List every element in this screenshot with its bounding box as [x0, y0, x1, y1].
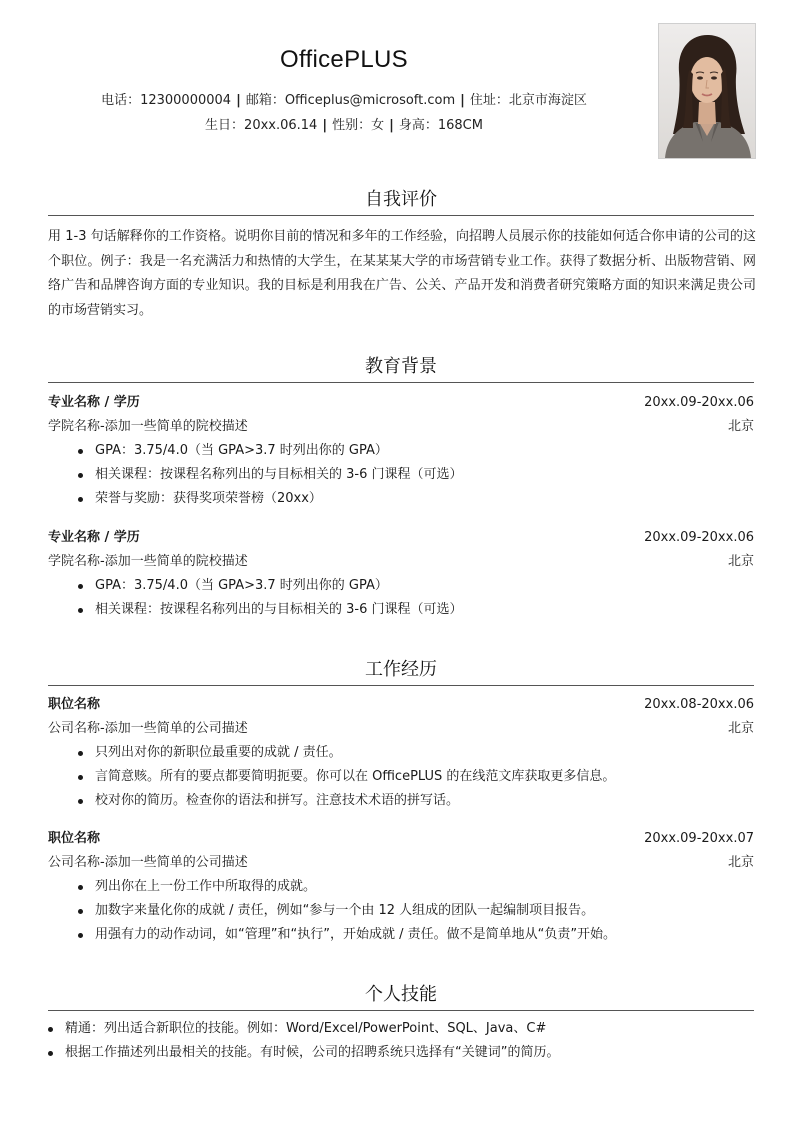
list-item: 列出你在上一份工作中所取得的成就。 — [78, 875, 754, 899]
separator: | — [322, 118, 328, 133]
gender: 性别：女 — [332, 118, 385, 133]
section-divider — [48, 215, 754, 216]
education-entry-2-school — [48, 550, 754, 574]
contact-line-1 — [0, 89, 688, 108]
work-entry-2-header — [48, 827, 754, 851]
dates: 20xx.09-20xx.06 — [644, 395, 754, 410]
separator: | — [389, 118, 394, 133]
list-item: 校对你的简历。检查你的语法和拼写。注意技术术语的拼写话。 — [78, 789, 754, 813]
section-title-education: 教育背景 — [365, 356, 437, 377]
contact-line-2 — [0, 114, 688, 133]
profile-photo — [658, 23, 756, 159]
dates: 20xx.09-20xx.07 — [644, 831, 754, 846]
position: 职位名称 — [48, 831, 101, 846]
list-item: 加数字来量化你的成就 / 责任，例如“参与一个由 12 人组成的团队一起编制项目报告。 — [78, 899, 754, 923]
separator: | — [236, 93, 241, 108]
self-eval-text: 用 1-3 句话解释你的工作资格。说明你目前的情况和多年的工作经验，向招聘人员展示你的技能如何适合你申请的公司的这个职位。例子：我是一名充满活力和热情的大学生，在某某某大学的市场营销专业工作。获得了数据分析、出版物营销、网络广告和品牌咨询方面的专业知识。我的目标是利用我在广告、公关、产品开发和消费者研究策略方面的知识来满足贵公司的市场营销实习。 — [48, 229, 756, 318]
company: 公司名称-添加一些简单的公司描述 — [48, 855, 248, 870]
section-title-skills: 个人技能 — [365, 984, 437, 1005]
section-divider — [48, 382, 754, 383]
list-item: 只列出对你的新职位最重要的成就 / 责任。 — [78, 741, 754, 765]
phone: 电话：12300000004 — [101, 93, 232, 108]
email: 邮箱：Officeplus@microsoft.com — [245, 93, 456, 108]
dates: 20xx.09-20xx.06 — [644, 530, 754, 545]
list-item: GPA：3.75/4.0（当 GPA>3.7 时列出你的 GPA） — [78, 439, 754, 463]
section-title-work: 工作经历 — [365, 659, 437, 680]
list-item: 根据工作描述列出最相关的技能。有时候，公司的招聘系统只选择有“关键词”的简历。 — [48, 1041, 754, 1065]
position: 职位名称 — [48, 697, 101, 712]
portrait-illustration — [659, 24, 755, 158]
degree: 专业名称 / 学历 — [48, 395, 140, 410]
school: 学院名称-添加一些简单的院校描述 — [48, 554, 248, 569]
section-divider — [48, 1010, 754, 1011]
work-entry-1-header — [48, 693, 754, 717]
location: 北京 — [727, 721, 754, 736]
location: 北京 — [727, 419, 754, 434]
separator: | — [460, 93, 465, 108]
height: 身高：168CM — [398, 118, 483, 133]
location: 北京 — [727, 855, 754, 870]
school: 学院名称-添加一些简单的院校描述 — [48, 419, 248, 434]
list-item: 精通：列出适合新职位的技能。例如：Word/Excel/PowerPoint、SQL、Java、C# — [48, 1017, 754, 1041]
list-item: 荣誉与奖励：获得奖项荣誉榜（20xx） — [78, 487, 754, 511]
degree: 专业名称 / 学历 — [48, 530, 140, 545]
list-item: GPA：3.75/4.0（当 GPA>3.7 时列出你的 GPA） — [78, 574, 754, 598]
work-entry-2-company — [48, 851, 754, 875]
dates: 20xx.08-20xx.06 — [644, 697, 754, 712]
work-entry-1-company — [48, 717, 754, 741]
list-item: 用强有力的动作动词，如“管理”和“执行”，开始成就 / 责任。做不是简单地从“负责”开始。 — [78, 923, 754, 947]
education-entry-1-header — [48, 391, 754, 415]
birthday: 生日：20xx.06.14 — [205, 118, 318, 133]
education-entry-1-school — [48, 415, 754, 439]
address: 住址：北京市海淀区 — [469, 93, 587, 108]
education-entry-2-header — [48, 526, 754, 550]
location: 北京 — [727, 554, 754, 569]
list-item: 言简意赅。所有的要点都要简明扼要。你可以在 OfficePLUS 的在线范文库获取更多信息。 — [78, 765, 754, 789]
candidate-name: OfficePLUS — [280, 46, 408, 73]
company: 公司名称-添加一些简单的公司描述 — [48, 721, 248, 736]
section-title-self-eval: 自我评价 — [365, 189, 437, 210]
section-divider — [48, 685, 754, 686]
list-item: 相关课程：按课程名称列出的与目标相关的 3-6 门课程（可选） — [78, 463, 754, 487]
list-item: 相关课程：按课程名称列出的与目标相关的 3-6 门课程（可选） — [78, 598, 754, 622]
